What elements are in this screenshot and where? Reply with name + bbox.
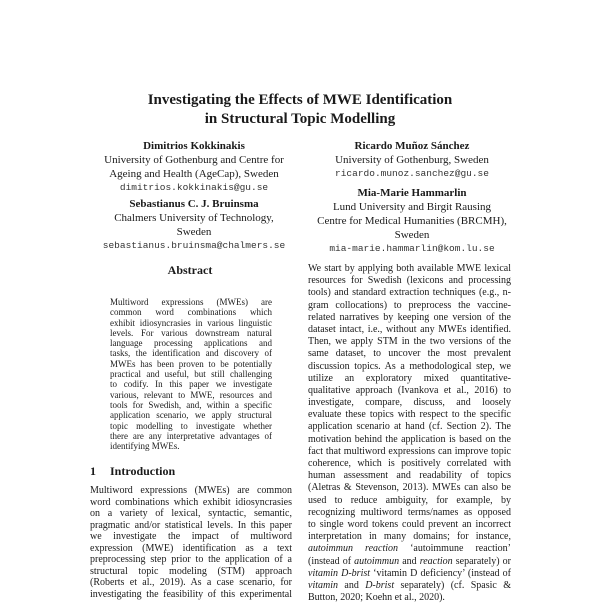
author-affiliation: Sweden — [176, 226, 212, 238]
text-line: MWEs has been proven to be potentially — [110, 358, 272, 369]
italic-term: autoimmun — [354, 555, 400, 567]
author-block — [296, 139, 528, 181]
text-line: tools for Swedish, and, within a specific — [110, 399, 272, 410]
text-line: used to reduce ambiguity, for example, by — [308, 494, 511, 506]
text-line: topic modelling to investigate whether — [110, 420, 272, 431]
introduction-body — [90, 485, 292, 600]
italic-term: vitamin D-brist — [308, 567, 371, 579]
author-name: Dimitrios Kokkinakis — [143, 140, 245, 152]
text-segment: and — [399, 555, 420, 567]
text-line: (Roberts et al., 2019). As a case scenario, for — [90, 577, 292, 588]
text-line — [308, 543, 511, 555]
author-affiliation: Chalmers University of Technology, — [114, 212, 274, 224]
text-line: tasks, the identification and discovery of — [110, 348, 272, 359]
text-line: structural topic modeling (STM) approach — [90, 565, 292, 577]
text-line: same dataset, to uncover the most prevalent — [308, 348, 511, 360]
text-line: interpretation in many domains; for instance, — [308, 531, 511, 543]
text-line: exhibit idiosyncrasies in various linguistic — [110, 317, 272, 328]
text-line: word combinations which exhibit idiosyncrasies — [90, 496, 292, 508]
text-line: identifying MWEs. — [110, 441, 180, 452]
text-line: coherence, which is positively correlated with — [308, 458, 511, 469]
text-line: We start by applying both available MWE lexical — [308, 263, 511, 274]
text-segment: separately) or — [452, 555, 511, 567]
text-line: resources for Swedish (lexicons and processing — [308, 275, 511, 287]
text-line: Multiword expressions (MWEs) are common — [90, 485, 292, 496]
text-line: on a variety of lexical, syntactic, semantic, — [90, 508, 292, 519]
author-block — [296, 186, 528, 256]
text-line: we investigate the impact of multiword — [90, 531, 292, 542]
text-segment: ‘autoimmune reaction’ — [398, 543, 511, 555]
author-affiliation: University of Gothenburg and Centre for — [104, 154, 284, 166]
right-column-body — [308, 263, 511, 604]
text-line: evaluate these topics with respect to the specific — [308, 409, 511, 421]
text-line: to single word tokens could prevent an incorrect — [308, 518, 511, 530]
section-heading-introduction — [90, 464, 175, 478]
text-line: discussion topics. As a methodological step, we — [308, 360, 511, 372]
section-number: 1 — [90, 464, 96, 478]
text-line: Multiword expressions (MWEs) are — [110, 297, 272, 307]
text-line: levels. For various downstream natural — [110, 327, 272, 338]
author-affiliation: Ageing and Health (AgeCap), Sweden — [109, 168, 279, 180]
text-line: tools) and standard extraction techniques (e.g., n- — [308, 287, 511, 299]
italic-term: vitamin — [308, 579, 338, 591]
text-line: recognizing multiword terms/names as opposed — [308, 506, 511, 518]
author-email[interactable]: dimitrios.kokkinakis@gu.se — [119, 182, 269, 193]
author-name: Ricardo Muñoz Sánchez — [354, 140, 470, 152]
italic-term: reaction — [419, 555, 453, 567]
author-email[interactable]: sebastianus.bruinsma@chalmers.se — [102, 240, 286, 251]
text-line: practical and useful, but still challenging — [110, 369, 272, 380]
author-email[interactable]: ricardo.munoz.sanchez@gu.se — [335, 168, 489, 179]
author-name: Sebastianus C. J. Bruinsma — [129, 198, 259, 210]
italic-term: autoimmun reaction — [308, 543, 399, 555]
text-line: Button, 2020; Koehn et al., 2020). — [308, 592, 445, 604]
text-line: related narratives by keeping one version of the — [308, 311, 511, 323]
text-line — [308, 568, 511, 580]
text-line: investigating the feasibility of this experimental — [90, 588, 292, 600]
paper-title — [0, 91, 600, 129]
author-affiliation: Lund University and Birgit Rausing — [332, 201, 492, 213]
text-line: various, relevant to MWE, resources and — [110, 389, 272, 400]
text-line: qualitative approach (Ivankova et al., 2016) to — [308, 384, 511, 396]
author-email[interactable]: mia-marie.hammarlin@kom.lu.se — [329, 243, 495, 254]
italic-term: D-brist — [365, 579, 395, 591]
text-line: utilize an exploratory mixed quantitative- — [308, 372, 511, 384]
text-line: application scenario at hand (cf. Section 2). The — [308, 421, 511, 433]
text-line: expression (MWE) identification as a text — [90, 542, 292, 554]
text-line: fact that multiword expressions can improve topic — [308, 445, 511, 457]
text-line — [308, 580, 511, 592]
text-line: motivation behind the application is based on the — [308, 433, 511, 445]
text-line: language processing applications and — [110, 338, 272, 349]
text-line: gram collocations) to preprocess the vaccine- — [308, 299, 511, 311]
text-line: to codify. In this paper we investigate — [110, 379, 272, 390]
text-line: preprocessing step prior to the application of a — [90, 554, 292, 565]
text-line: common word combinations which — [110, 307, 272, 318]
text-line: dataset intact, i.e., without any MWEs identified. — [308, 323, 511, 335]
abstract-body — [110, 297, 272, 451]
text-segment: (instead of — [308, 555, 355, 567]
abstract-heading: Abstract — [167, 263, 213, 277]
text-line: there are any interpretative advantages of — [110, 430, 272, 441]
author-name: Mia-Marie Hammarlin — [357, 187, 467, 199]
text-line — [308, 556, 511, 568]
author-block — [76, 197, 312, 253]
author-affiliation: Sweden — [394, 229, 430, 241]
text-line: application scenario, we apply structural — [110, 410, 272, 421]
author-affiliation: Centre for Medical Humanities (BRCMH), — [317, 215, 507, 227]
text-line: pragmatic and/or statistical levels. In this paper — [90, 519, 292, 531]
text-segment: and — [338, 579, 366, 591]
text-segment: separately) (cf. Spasic & — [394, 579, 511, 591]
text-line: Then, we apply STM in the two versions of the — [308, 336, 511, 348]
text-line: (Aletras & Stevenson, 2013). MWEs can also be — [308, 482, 511, 494]
author-block — [76, 139, 312, 195]
title-line: in Structural Topic Modelling — [204, 111, 396, 127]
section-title: Introduction — [110, 464, 176, 478]
title-line: Investigating the Effects of MWE Identification — [147, 92, 453, 108]
text-line: human assessment and readability of topics — [308, 470, 511, 482]
author-affiliation: University of Gothenburg, Sweden — [335, 154, 489, 166]
text-segment: ‘vitamin D deficiency’ (instead of — [370, 567, 511, 579]
text-line: investigate, compare, discuss, and loosely — [308, 397, 511, 409]
